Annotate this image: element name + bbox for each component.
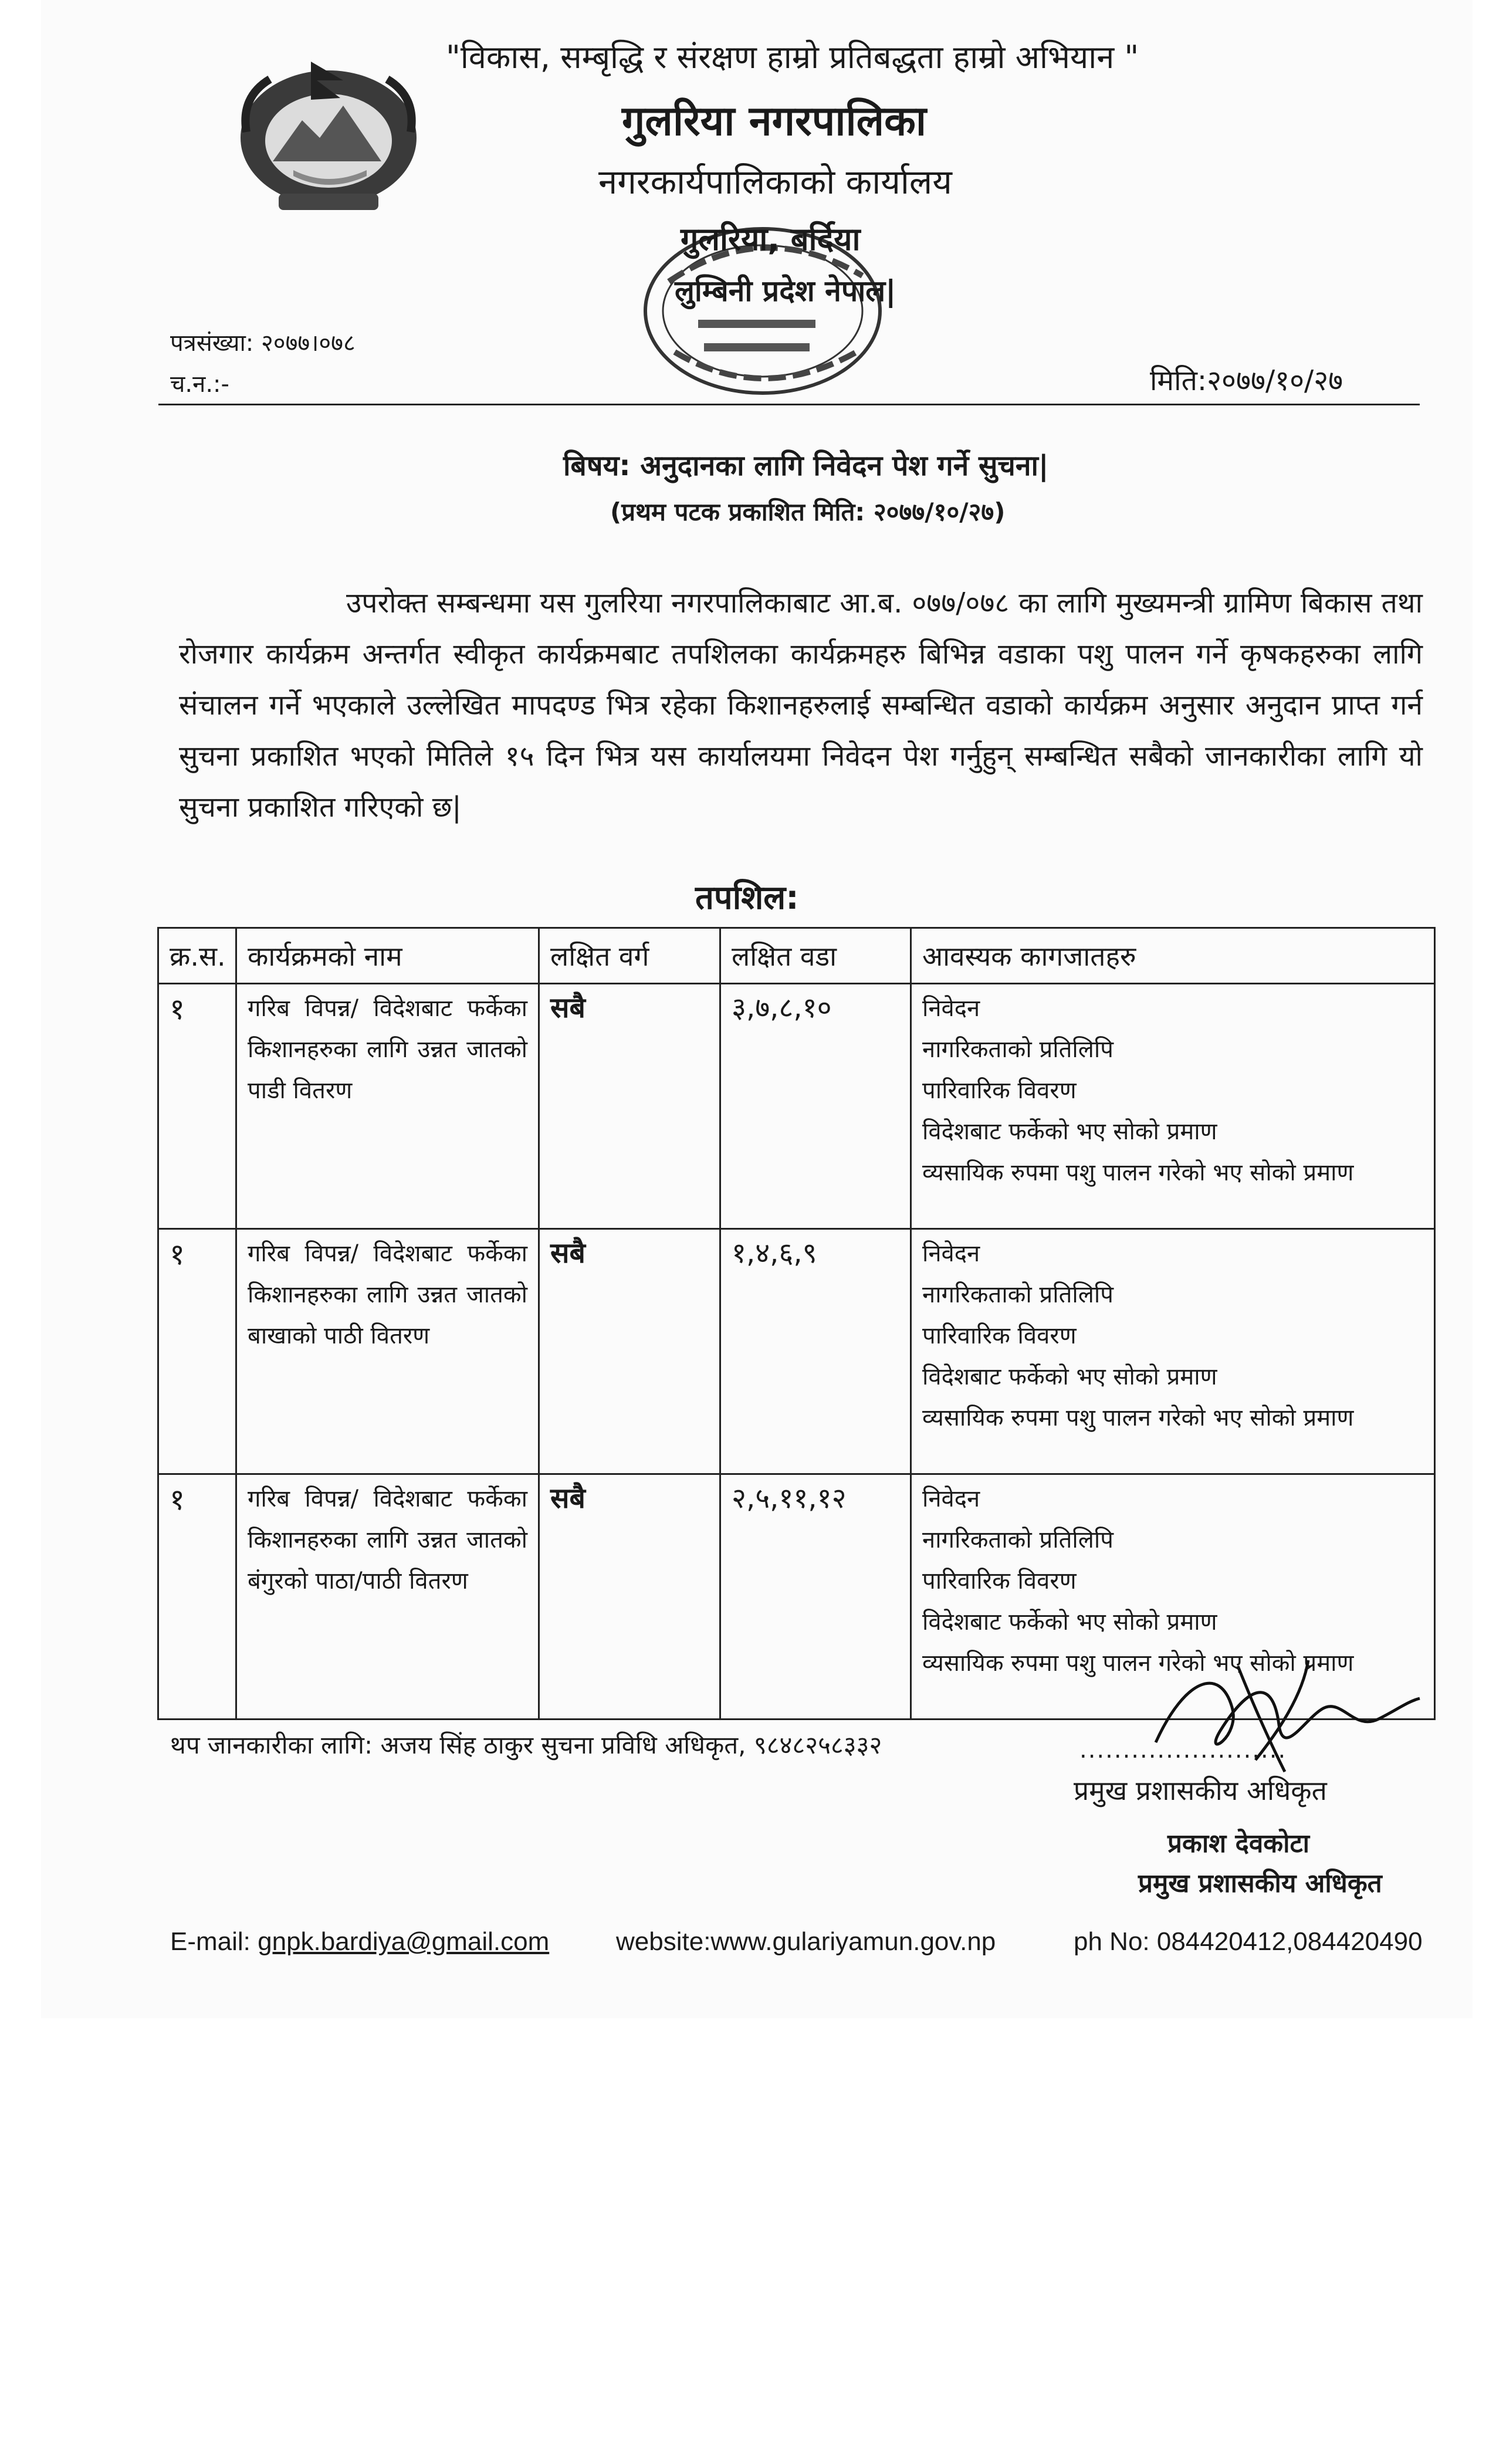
document-item: विदेशबाट फर्केको भए सोको प्रमाण	[922, 1118, 1217, 1145]
document-item: निवेदन	[922, 995, 980, 1022]
document-item: पारिवारिक विवरण	[922, 1322, 1077, 1349]
header-divider	[158, 404, 1420, 405]
row-serial: १	[158, 1474, 236, 1720]
slogan: "विकास, सम्बृद्धि र संरक्षण हाम्रो प्रतिबद्धता हाम्रो अभियान "	[446, 39, 1139, 76]
row-program: गरिब विपन्न/ विदेशबाट फर्केका किशानहरुका लागि उन्नत जातको बाखाको पाठी वितरण	[236, 1229, 539, 1474]
schedule-table	[157, 927, 1436, 1720]
column-header-target-ward: लक्षित वडा	[720, 928, 911, 984]
publication-date-note: (प्रथम पटक प्रकाशित मिति: २०७७/१०/२७)	[610, 497, 1006, 526]
column-header-target-group: लक्षित वर्ग	[539, 928, 720, 984]
column-header-documents: आवस्यक कागजातहरु	[911, 928, 1435, 984]
dispatch-number: च.न.:-	[170, 371, 229, 398]
document-item: विदेशबाट फर्केको भए सोको प्रमाण	[922, 1363, 1217, 1390]
province-address: लुम्बिनी प्रदेश नेपाल|	[675, 274, 896, 308]
row-serial: १	[158, 984, 236, 1229]
row-target-group: सबै	[539, 1474, 720, 1720]
footer-phone: ph No: 084420412,084420490	[1074, 1927, 1423, 1956]
row-documents	[911, 984, 1435, 1229]
row-target-group: सबै	[539, 1229, 720, 1474]
document-item: पारिवारिक विवरण	[922, 1077, 1077, 1104]
column-header-serial: क्र.स.	[158, 928, 236, 984]
document-item: निवेदन	[922, 1240, 980, 1267]
document-item: व्यसायिक रुपमा पशु पालन गरेको भए सोको प्रमाण	[922, 1159, 1354, 1186]
row-serial: १	[158, 1229, 236, 1474]
contact-information: थप जानकारीका लागि: अजय सिंह ठाकुर सुचना प्रविधि अधिकृत, ९८४८२५८३३२	[170, 1731, 882, 1759]
row-target-group: सबै	[539, 984, 720, 1229]
row-documents	[911, 1229, 1435, 1474]
nepal-emblem-logo	[223, 44, 434, 220]
table-row	[158, 984, 1435, 1229]
document-item: नागरिकताको प्रतिलिपि	[922, 1036, 1113, 1063]
document-item: व्यसायिक रुपमा पशु पालन गरेको भए सोको प्रमाण	[922, 1404, 1354, 1431]
row-target-wards: ३,७,८,१०	[720, 984, 911, 1229]
footer-email-label: E-mail:	[170, 1927, 258, 1956]
column-header-program: कार्यक्रमको नाम	[236, 928, 539, 984]
document-item: व्यसायिक रुपमा पशु पालन गरेको भए सोको प्रमाण	[922, 1650, 1354, 1677]
document-item: विदेशबाट फर्केको भए सोको प्रमाण	[922, 1609, 1217, 1636]
document-item: निवेदन	[922, 1485, 980, 1512]
footer-website[interactable]: website:www.gulariyamun.gov.np	[616, 1927, 996, 1956]
document-item: पारिवारिक विवरण	[922, 1568, 1077, 1595]
signer-name-stamp: प्रकाश देवकोटा	[1167, 1829, 1310, 1859]
footer-email	[170, 1927, 549, 1957]
office-name: नगरकार्यपालिकाको कार्यालय	[598, 162, 952, 202]
notice-body: उपरोक्त सम्बन्धमा यस गुलरिया नगरपालिकाबाट आ.ब. ०७७/०७८ का लागि मुख्यमन्त्री ग्रामिण बिकास तथा रोजगार कार्यक्रम अन्तर्गत स्वीकृत कार्यक्रमबाट तपशिलका कार्यक्रमहरु बिभिन्न वडाका पशु पालन गर्ने कृषकहरुका लागि संचालन गर्ने भएकाले उल्लेखित मापदण्ड भित्र रहेका किशानहरुलाई सम्बन्धित वडाको कार्यक्रम अनुसार अनुदान प्राप्त गर्न सुचना प्रकाशित भएको मितिले १५ दिन भित्र यस कार्यालयमा निवेदन पेश गर्नुहुन् सम्बन्धित सबैको जानकारीका लागि यो सुचना प्रकाशित गरिएको छ|	[179, 587, 1423, 824]
district-address: गुलरिया, बर्दिया	[681, 221, 861, 258]
signer-title: प्रमुख प्रशासकीय अधिकृत	[1074, 1775, 1327, 1806]
email-link[interactable]: gnpk.bardiya@gmail.com	[258, 1927, 550, 1956]
table-header-row	[158, 928, 1435, 984]
row-program: गरिब विपन्न/ विदेशबाट फर्केका किशानहरुका लागि उन्नत जातको बंगुरको पाठा/पाठी वितरण	[236, 1474, 539, 1720]
signature-line: ........................	[1079, 1737, 1287, 1764]
document-item: नागरिकताको प्रतिलिपि	[922, 1527, 1113, 1553]
schedule-title: तपशिल:	[695, 879, 799, 917]
document-item: नागरिकताको प्रतिलिपि	[922, 1281, 1113, 1308]
org-name: गुलरिया नगरपालिका	[622, 97, 926, 145]
notice-subject: बिषय: अनुदानका लागि निवेदन पेश गर्ने सुचना|	[563, 449, 1049, 482]
letter-date: मिति:२०७७/१०/२७	[1150, 364, 1343, 397]
row-target-wards: १,४,६,९	[720, 1229, 911, 1474]
table-row	[158, 1229, 1435, 1474]
signer-role-stamp: प्रमुख प्रशासकीय अधिकृत	[1138, 1869, 1382, 1898]
row-target-wards: २,५,११,१२	[720, 1474, 911, 1720]
reference-number: पत्रसंख्या: २०७७।०७८	[170, 330, 356, 357]
row-program: गरिब विपन्न/ विदेशबाट फर्केका किशानहरुका लागि उन्नत जातको पाडी वितरण	[236, 984, 539, 1229]
